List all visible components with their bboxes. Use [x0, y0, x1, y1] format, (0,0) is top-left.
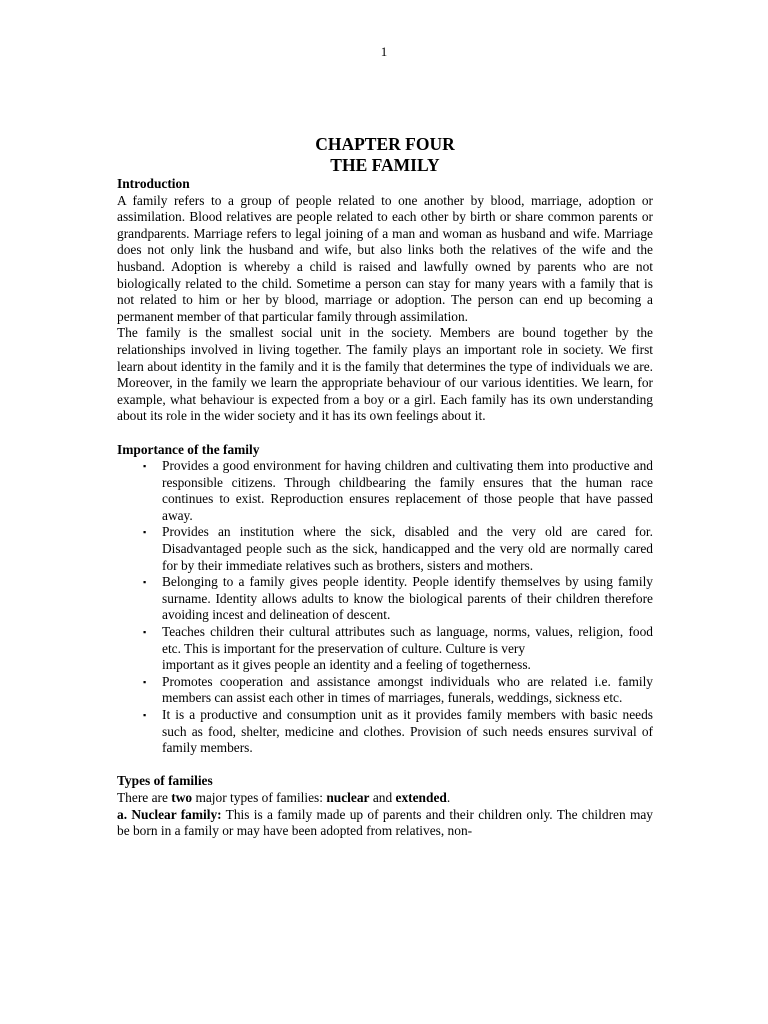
types-intro-emphasis: nuclear — [326, 789, 370, 805]
nuclear-family-label: a. Nuclear family: — [117, 806, 222, 822]
types-intro-text: . — [446, 789, 451, 805]
types-heading: Types of families — [117, 773, 213, 789]
bullet-icon: ▪ — [143, 527, 147, 538]
chapter-number-title: CHAPTER FOUR — [315, 134, 455, 154]
list-item — [117, 624, 653, 674]
document-body — [117, 134, 653, 840]
nuclear-family-paragraph — [117, 807, 653, 840]
list-item — [117, 458, 653, 524]
bullet-icon: ▪ — [143, 461, 147, 472]
nuclear-family-text: This is a family made up of parents and their children only. The children may be born in a family or may have been adopted from relatives, non- — [117, 806, 653, 839]
spacer — [117, 757, 653, 774]
bullet-icon: ▪ — [143, 577, 147, 588]
list-item-text: It is a productive and consumption unit as it provides family members with basic needs such as food, shelter, medicine and clothes. Provision of such needs ensures survival of family members. — [162, 707, 653, 756]
list-item-text: Provides a good environment for having children and cultivating them into productive and responsible citizens. Through childbearing the family ensures that the human race continues to exist. Reproduction ensures replacement of those people that have passed away. — [162, 458, 653, 523]
types-intro-text: There are — [117, 789, 172, 805]
page-number: 1 — [380, 44, 388, 59]
list-item-text: Teaches children their cultural attributes such as language, norms, values, religion, food etc. This is important for the preservation of culture. Culture is very — [162, 624, 653, 656]
types-intro-emphasis: two — [171, 789, 193, 805]
importance-list — [117, 458, 653, 757]
list-item — [117, 574, 653, 624]
list-item-text: Belonging to a family gives people identity. People identify themselves by using family surname. Identity allows adults to know the biological parents of their children therefore avoiding incest and delineation of descent. — [162, 574, 653, 623]
list-item — [117, 524, 653, 574]
list-item-continuation: important as it gives people an identity and a feeling of togetherness. — [162, 657, 531, 673]
list-item — [117, 707, 653, 757]
introduction-heading: Introduction — [117, 176, 190, 191]
list-item-text: Provides an institution where the sick, disabled and the very old are cared for. Disadvantaged people such as the sick, handicapped and the very old are normally cared for by their immediate relatives such as brothers, sisters and mothers. — [162, 524, 653, 573]
types-intro-text: major types of families: — [192, 789, 327, 805]
types-intro-text: and — [369, 789, 396, 805]
bullet-icon: ▪ — [143, 627, 147, 638]
bullet-icon: ▪ — [143, 676, 147, 687]
introduction-paragraph-1: A family refers to a group of people related to one another by blood, marriage, adoption or assimilation. Blood relatives are people related to each other by birth or share common parents or grandparents. Marriage refers to legal joining of a man and woman as husband and wife. Marriage does not only link the husband and wife, but also links both the relatives of the wife and the husband. Adoption is whereby a child is raised and lawfully owned by parents who are not biologically related to the child. Sometime a person can stay for many years with a family that is not related to him or her by blood, marriage or adoption. The person can end up becoming a permanent member of that particular family through assimilation. — [117, 192, 653, 324]
bullet-icon: ▪ — [143, 710, 147, 720]
introduction-paragraph-2: The family is the smallest social unit in the society. Members are bound together by the relationships involved in living together. The family plays an important role in society. We first learn about identity in the family and it is the family that determines the type of individuals we are. Moreover, in the family we learn the appropriate behaviour of our various identities. We learn, for example, what behaviour is expected from a boy or a girl. Each family has its own understanding about its role in the wider society and it has its own feelings about it. — [117, 325, 653, 424]
types-intro-emphasis: extended — [395, 789, 447, 805]
importance-heading: Importance of the family — [117, 441, 260, 457]
list-item-text: Promotes cooperation and assistance amongst individuals who are related i.e. family members can assist each other in times of marriages, funerals, weddings, sickness etc. — [162, 673, 653, 706]
types-intro — [117, 790, 653, 807]
spacer — [117, 425, 653, 442]
list-item — [117, 674, 653, 707]
chapter-title: THE FAMILY — [330, 155, 440, 175]
